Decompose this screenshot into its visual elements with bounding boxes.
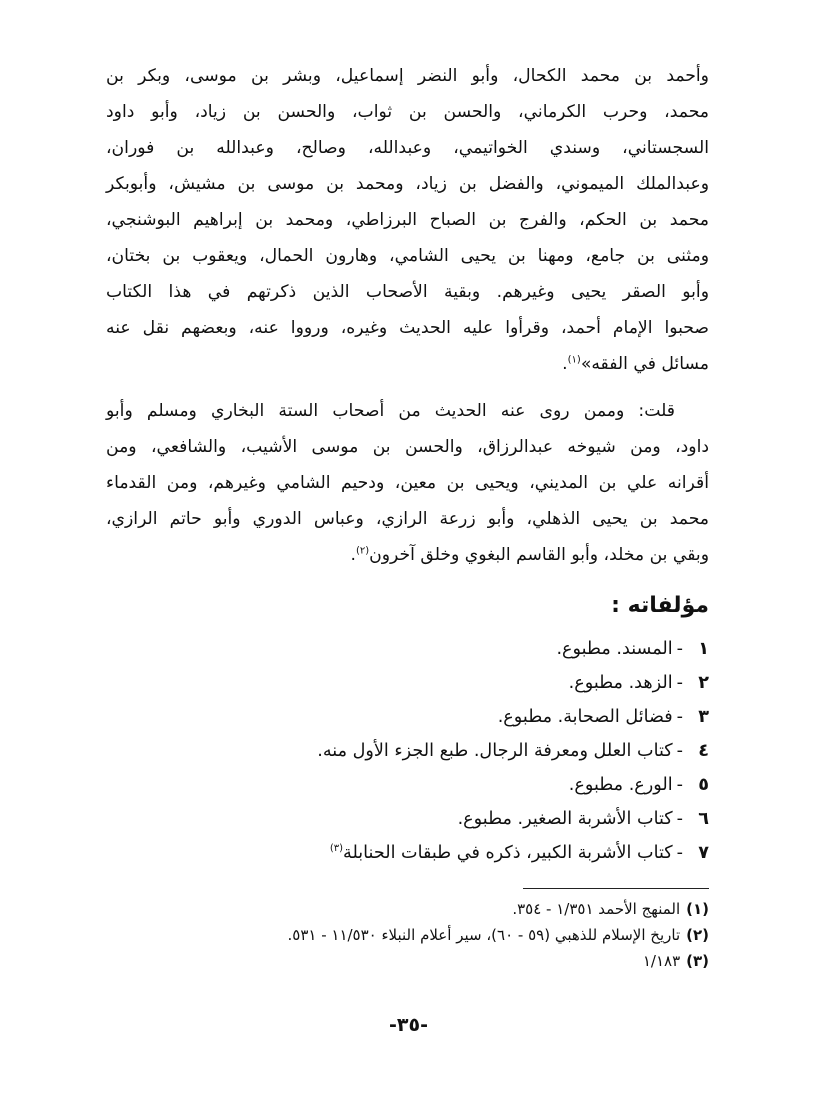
item-number: ٤	[698, 741, 709, 761]
end-punctuation: .	[350, 545, 356, 565]
list-item	[106, 700, 709, 734]
end-punctuation: .	[562, 354, 568, 374]
dash: -	[676, 707, 683, 727]
item-text: المسند. مطبوع.	[556, 639, 673, 659]
item-number: ٥	[698, 775, 709, 795]
text-line: وأبو الصقر يحيى وغيرهم. وبقية الأصحاب الذين ذكرتهم في هذا الكتاب	[106, 282, 709, 302]
text-line: محمد، وحرب الكرماني، والحسن بن ثواب، والحسن بن زياد، وأبو داود	[106, 102, 709, 122]
footnote	[106, 896, 709, 922]
text-line: صحبوا الإمام أحمد، وقرأوا عليه الحديث وغيره، ورووا عنه، وبعضهم نقل عنه	[106, 318, 709, 338]
dash: -	[676, 843, 683, 863]
text-line: محمد بن يحيى الذهلي، وأبو زرعة الرازي، وعباس الدوري وأبو حاتم الرازي،	[106, 509, 709, 529]
text-line: وأحمد بن محمد الكحال، وأبو النضر إسماعيل، وبشر بن موسى، وبكر بن	[106, 66, 709, 86]
page-number: -٣٥-	[389, 1014, 428, 1036]
item-text: كتاب الأشربة الكبير، ذكره في طبقات الحنابلة	[343, 843, 673, 863]
footnote-number: (٣)	[686, 952, 709, 970]
text-line: أقرانه علي بن المديني، ويحيى بن معين، ودحيم الشامي وغيرهم، ومن القدماء	[106, 473, 709, 493]
footnote	[106, 948, 709, 974]
list-item	[106, 836, 709, 870]
footnote-number: (٢)	[686, 926, 709, 944]
list-item	[106, 768, 709, 802]
text-line: داود، ومن شيوخه عبدالرزاق، والحسن بن موسى الأشيب، والشافعي، ومن	[106, 437, 709, 457]
dash: -	[676, 639, 683, 659]
item-number: ١	[698, 639, 709, 659]
list-item	[106, 734, 709, 768]
dash: -	[676, 775, 683, 795]
text-line: محمد بن الحكم، والفرج بن الصباح البرزاطي، ومحمد بن إبراهيم البوشنجي،	[106, 210, 709, 230]
footnote-text: ١/١٨٣	[642, 952, 681, 970]
list-item	[106, 802, 709, 836]
text-fragment: مسائل في الفقه»	[580, 354, 709, 374]
footnote-divider	[523, 888, 709, 889]
item-text: الورع. مطبوع.	[568, 775, 673, 795]
item-number: ٢	[698, 673, 709, 693]
dash: -	[676, 741, 683, 761]
footnote-text: تاريخ الإسلام للذهبي (٥٩ - ٦٠)، سير أعلام النبلاء ١١/٥٣٠ - ٥٣١.	[287, 926, 681, 944]
text-fragment: وبقي بن مخلد، وأبو القاسم البغوي وخلق آخرون	[369, 545, 709, 565]
footnote-number: (١)	[686, 900, 709, 918]
text-line-last	[106, 346, 709, 382]
item-number: ٣	[698, 707, 709, 727]
item-text: فضائل الصحابة. مطبوع.	[497, 707, 673, 727]
dash: -	[676, 673, 683, 693]
text-line-last	[106, 537, 709, 573]
works-list	[106, 632, 709, 870]
item-text: الزهد. مطبوع.	[568, 673, 673, 693]
footnote-ref-2[interactable]: (٢)	[355, 545, 370, 557]
paragraph-companions	[106, 58, 709, 382]
text-line: ومثنى بن جامع، ومهنا بن يحيى الشامي، وهارون الحمال، ويعقوب بن بختان،	[106, 246, 709, 266]
footnote-ref-3[interactable]: (٣)	[329, 843, 344, 855]
footnote-ref-1[interactable]: (١)	[567, 354, 581, 366]
text-line: قلت: وممن روى عنه الحديث من أصحاب الستة البخاري ومسلم وأبو	[106, 401, 675, 421]
dash: -	[676, 809, 683, 829]
item-number: ٦	[698, 809, 709, 829]
paragraph-narrators	[106, 393, 709, 573]
item-number: ٧	[698, 843, 709, 863]
item-text: كتاب العلل ومعرفة الرجال. طبع الجزء الأول منه.	[317, 741, 673, 761]
footnote	[106, 922, 709, 948]
list-item	[106, 666, 709, 700]
item-text: كتاب الأشربة الصغير. مطبوع.	[457, 809, 673, 829]
list-item	[106, 632, 709, 666]
footnote-text: المنهج الأحمد ١/٣٥١ - ٣٥٤.	[512, 900, 681, 918]
text-line: السجستاني، وسندي الخواتيمي، وعبدالله، وصالح، وعبدالله بن فوران،	[106, 138, 709, 158]
footnotes	[106, 896, 709, 974]
text-line: وعبدالملك الميموني، والفضل بن زياد، ومحمد بن موسى بن مشيش، وأبوبكر	[106, 174, 709, 194]
section-heading: مؤلفاته :	[611, 593, 709, 618]
